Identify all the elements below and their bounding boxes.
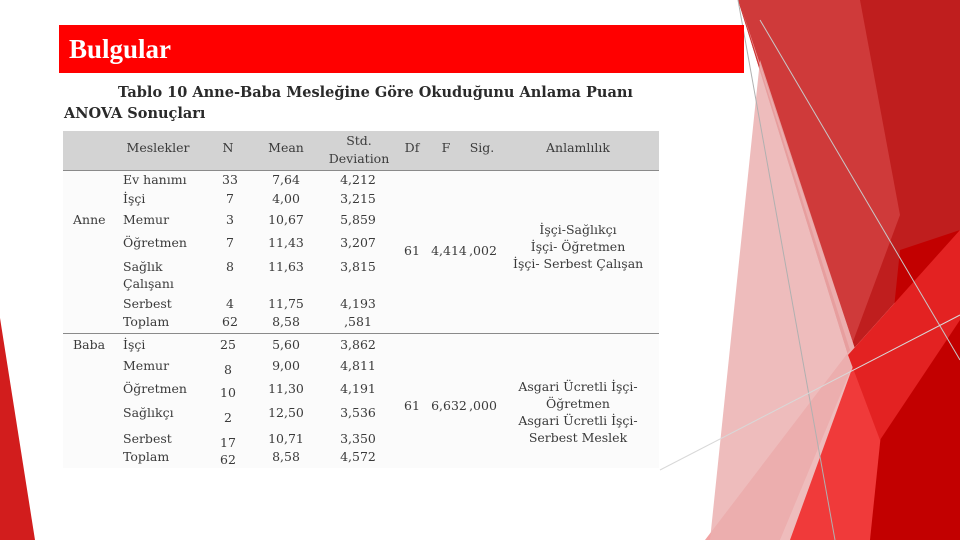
anne-sig: ,002 (469, 243, 497, 258)
anne-n-3: 3 (226, 212, 234, 227)
baba-n-3: 10 (220, 385, 236, 400)
anne-sd-5: 3,815 (340, 259, 376, 274)
baba-sd-2: 4,811 (340, 358, 376, 373)
slide-title: Bulgular (69, 34, 172, 64)
anne-mean-2: 4,00 (272, 191, 300, 206)
group-label-anne: Anne (73, 212, 106, 227)
baba-sig: ,000 (469, 398, 497, 413)
anne-n-4: 7 (226, 235, 234, 250)
baba-n-5: 17 (220, 435, 236, 450)
anne-anlamlilik-3: İşçi- Serbest Çalışan (513, 256, 644, 271)
anne-mean-1: 7,64 (272, 172, 300, 187)
table-caption: Tablo 10 Anne-Baba Mesleğine Göre Okuduğunu Anlama Puanı ANOVA Sonuçları (64, 84, 633, 122)
baba-sd-6: 4,572 (340, 449, 376, 464)
anne-n-7: 62 (222, 314, 238, 329)
baba-meslek-6: Toplam (123, 449, 170, 464)
baba-mean-3: 11,30 (268, 381, 304, 396)
baba-n-6: 62 (220, 452, 236, 467)
baba-anlamlilik-3: Asgari Ücretli İşçi- (518, 413, 638, 428)
group-label-baba: Baba (73, 337, 106, 352)
baba-meslek-3: Öğretmen (123, 381, 187, 396)
anne-n-6: 4 (226, 296, 234, 311)
anne-sd-4: 3,207 (340, 235, 376, 250)
col-header-meslekler: Meslekler (126, 140, 190, 155)
group-divider (63, 333, 659, 334)
baba-meslek-2: Memur (123, 358, 170, 373)
baba-mean-5: 10,71 (268, 431, 304, 446)
baba-meslek-1: İşçi (123, 337, 146, 352)
anne-anlamlilik-1: İşçi-Sağlıkçı (539, 222, 617, 237)
baba-sd-3: 4,191 (340, 381, 376, 396)
anne-meslek-1: Ev hanımı (123, 172, 187, 187)
anne-sd-7: ,581 (344, 314, 372, 329)
baba-mean-6: 8,58 (272, 449, 300, 464)
col-header-sig: Sig. (469, 140, 495, 155)
anne-sd-2: 3,215 (340, 191, 376, 206)
anova-table (63, 131, 659, 468)
anne-meslek-6: Serbest (123, 296, 172, 311)
title-banner (59, 25, 744, 73)
col-header-std-line2: Deviation (328, 151, 390, 166)
anne-n-5: 8 (226, 259, 234, 274)
anne-mean-7: 8,58 (272, 314, 300, 329)
baba-n-4: 2 (224, 410, 232, 425)
anne-sd-1: 4,212 (340, 172, 376, 187)
anne-n-2: 7 (226, 191, 234, 206)
anne-meslek-5-line2: Çalışanı (123, 276, 174, 291)
baba-sd-4: 3,536 (340, 405, 376, 420)
baba-meslek-4: Sağlıkçı (123, 405, 174, 420)
baba-anlamlilik-2: Öğretmen (546, 396, 610, 411)
header-divider (63, 170, 659, 171)
anne-f: 4,414 (431, 243, 467, 258)
baba-mean-1: 5,60 (272, 337, 300, 352)
col-header-std-line1: Std. (346, 133, 372, 148)
col-header-n: N (222, 140, 234, 155)
baba-anlamlilik-1: Asgari Ücretli İşçi- (518, 379, 638, 394)
anne-meslek-2: İşçi (123, 191, 146, 206)
anne-df: 61 (404, 243, 420, 258)
anne-mean-5: 11,63 (268, 259, 304, 274)
baba-mean-2: 9,00 (272, 358, 300, 373)
anne-mean-4: 11,43 (268, 235, 304, 250)
baba-n-1: 25 (220, 337, 236, 352)
anne-mean-3: 10,67 (268, 212, 304, 227)
anne-meslek-7: Toplam (123, 314, 170, 329)
col-header-df: Df (404, 140, 420, 155)
col-header-mean: Mean (268, 140, 304, 155)
anne-meslek-3: Memur (123, 212, 170, 227)
col-header-anlamlilik: Anlamlılık (546, 140, 610, 155)
anne-meslek-5: Sağlık (123, 259, 163, 274)
baba-mean-4: 12,50 (268, 405, 304, 420)
left-red-sliver (0, 318, 35, 540)
baba-df: 61 (404, 398, 420, 413)
anne-sd-6: 4,193 (340, 296, 376, 311)
baba-anlamlilik-4: Serbest Meslek (528, 430, 628, 445)
anne-meslek-4: Öğretmen (123, 235, 187, 250)
anne-sd-3: 5,859 (340, 212, 376, 227)
anne-mean-6: 11,75 (268, 296, 304, 311)
anne-n-1: 33 (222, 172, 238, 187)
baba-n-2: 8 (224, 362, 232, 377)
col-header-f: F (441, 140, 451, 155)
anne-anlamlilik-2: İşçi- Öğretmen (530, 239, 626, 254)
baba-sd-5: 3,350 (340, 431, 376, 446)
baba-meslek-5: Serbest (123, 431, 172, 446)
baba-f: 6,632 (431, 398, 467, 413)
baba-sd-1: 3,862 (340, 337, 376, 352)
